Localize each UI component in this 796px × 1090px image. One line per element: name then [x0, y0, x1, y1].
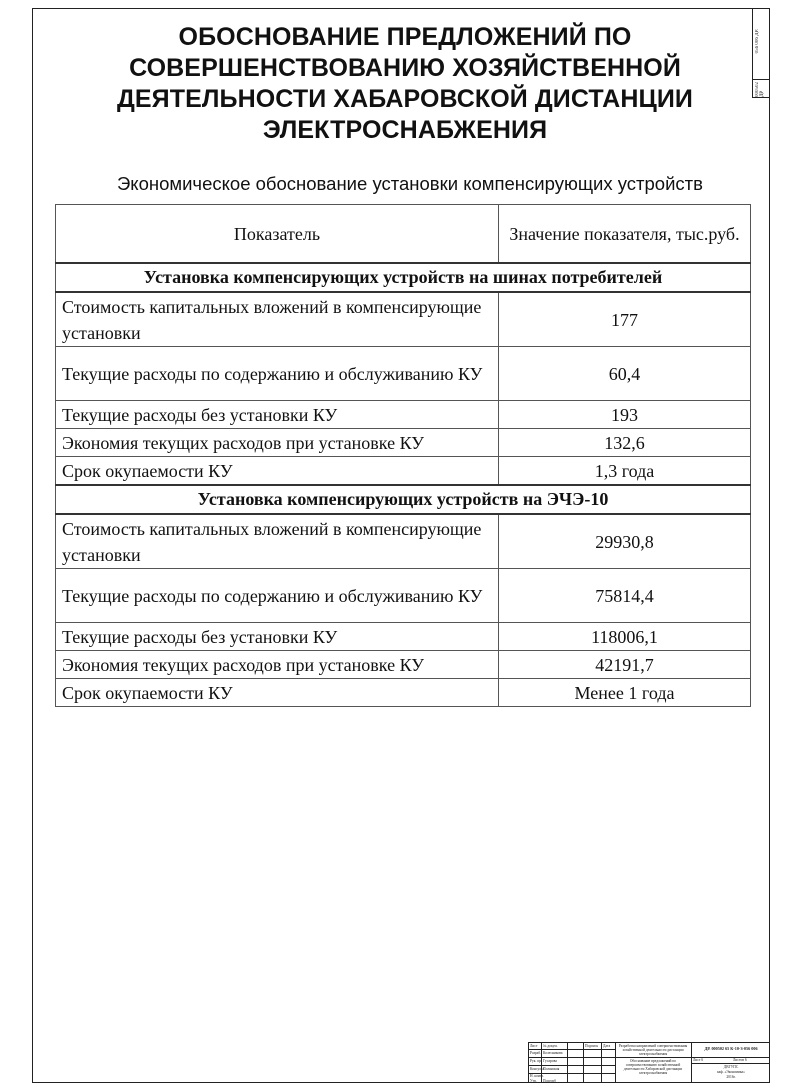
row-value: 118006,1	[499, 623, 751, 651]
row-label: Стоимость капитальных вложений в компенсирующие установки	[56, 292, 499, 347]
row-label: Текущие расходы без установки КУ	[56, 623, 499, 651]
tb-divider	[529, 1049, 615, 1050]
tb-name: Полянская	[543, 1067, 560, 1071]
row-value: 75814,4	[499, 569, 751, 623]
tb-role: Разраб.	[530, 1051, 542, 1055]
table-header-row	[56, 205, 751, 264]
table-row	[56, 292, 751, 347]
row-value: Менее 1 года	[499, 679, 751, 707]
corner-stamp	[752, 8, 770, 98]
section-row	[56, 485, 751, 514]
table-row	[56, 429, 751, 457]
section-title: Установка компенсирующих устройств на ЭЧЭ-10	[56, 485, 751, 514]
table-row	[56, 651, 751, 679]
table-row	[56, 569, 751, 623]
page-title: ОБОСНОВАНИЕ ПРЕДЛОЖЕНИЙ ПО СОВЕРШЕНСТВОВАНИЮ ХОЗЯЙСТВЕННОЙ ДЕЯТЕЛЬНОСТИ ХАБАРОВСКОЙ ДИСТАНЦИИ ЭЛЕКТРОСНАБЖЕНИЯ	[116, 23, 693, 144]
row-label: Текущие расходы по содержанию и обслуживанию КУ	[56, 569, 499, 623]
column-header-indicator: Показатель	[56, 205, 499, 264]
row-value: 1,3 года	[499, 457, 751, 486]
table-row	[56, 401, 751, 429]
table-row	[56, 514, 751, 569]
tb-org-dept: каф. «Экономика»	[717, 1070, 745, 1074]
row-label: Срок окупаемости КУ	[56, 457, 499, 486]
tb-name: Колесникова	[543, 1051, 563, 1055]
tb-role: Н. контр.	[530, 1074, 544, 1078]
tb-header-date: Дата	[603, 1044, 611, 1048]
row-value: 42191,7	[499, 651, 751, 679]
row-value: 29930,8	[499, 514, 751, 569]
column-header-value: Значение показателя, тыс.руб.	[499, 205, 751, 264]
tb-sheet-label: Лист 6	[693, 1058, 704, 1062]
tb-doc-code: ДР. 000502 65 К-10-З-056 006	[704, 1046, 758, 1051]
row-label: Стоимость капитальных вложений в компенсирующие установки	[56, 514, 499, 569]
corner-stamp-top-text: 056 006 ДР.	[755, 29, 760, 54]
tb-header-sheet: Лист	[530, 1044, 538, 1048]
corner-stamp-divider	[753, 79, 769, 80]
title-block	[528, 1042, 770, 1083]
tb-header-docno: № докум.	[543, 1044, 558, 1048]
section-title: Установка компенсирующих устройств на шинах потребителей	[56, 263, 751, 292]
table-row	[56, 457, 751, 486]
table-row	[56, 347, 751, 401]
tb-sheet-title: Обоснование предложений по совершенствованию хозяйственной деятельности Хабаровской дистанции электроснабжения	[623, 1059, 683, 1075]
row-value: 60,4	[499, 347, 751, 401]
tb-name: Подгорб	[543, 1079, 556, 1083]
row-value: 132,6	[499, 429, 751, 457]
row-value: 193	[499, 401, 751, 429]
tb-org-name: ДВГУПС	[723, 1065, 739, 1069]
row-label: Экономия текущих расходов при установке КУ	[56, 429, 499, 457]
row-value: 177	[499, 292, 751, 347]
row-label: Экономия текущих расходов при установке КУ	[56, 651, 499, 679]
row-label: Текущие расходы по содержанию и обслуживанию КУ	[56, 347, 499, 401]
table-row	[56, 679, 751, 707]
page-subtitle: Экономическое обоснование установки компенсирующих устройств	[116, 173, 703, 194]
tb-role: Утв.	[530, 1079, 537, 1083]
section-row	[56, 263, 751, 292]
economic-table	[55, 204, 751, 707]
corner-stamp-bottom-text: 000502 ДР	[755, 82, 765, 97]
tb-divider	[691, 1063, 769, 1064]
tb-divider	[615, 1043, 616, 1082]
tb-role: Рук. пр.	[530, 1059, 542, 1063]
tb-role: Консульт.	[530, 1067, 545, 1071]
table-row	[56, 623, 751, 651]
row-label: Срок окупаемости КУ	[56, 679, 499, 707]
tb-divider	[529, 1065, 615, 1066]
tb-work-title: Разработка направлений совершенствования хозяйственной деятельности дистанции электроснабжения	[618, 1044, 688, 1056]
tb-header-signature: Подпись	[585, 1044, 599, 1048]
tb-sheets-label: Листов 6	[733, 1058, 747, 1062]
tb-name: Гусарова	[543, 1059, 557, 1063]
row-label: Текущие расходы без установки КУ	[56, 401, 499, 429]
tb-org-year: 2016г.	[726, 1075, 736, 1079]
